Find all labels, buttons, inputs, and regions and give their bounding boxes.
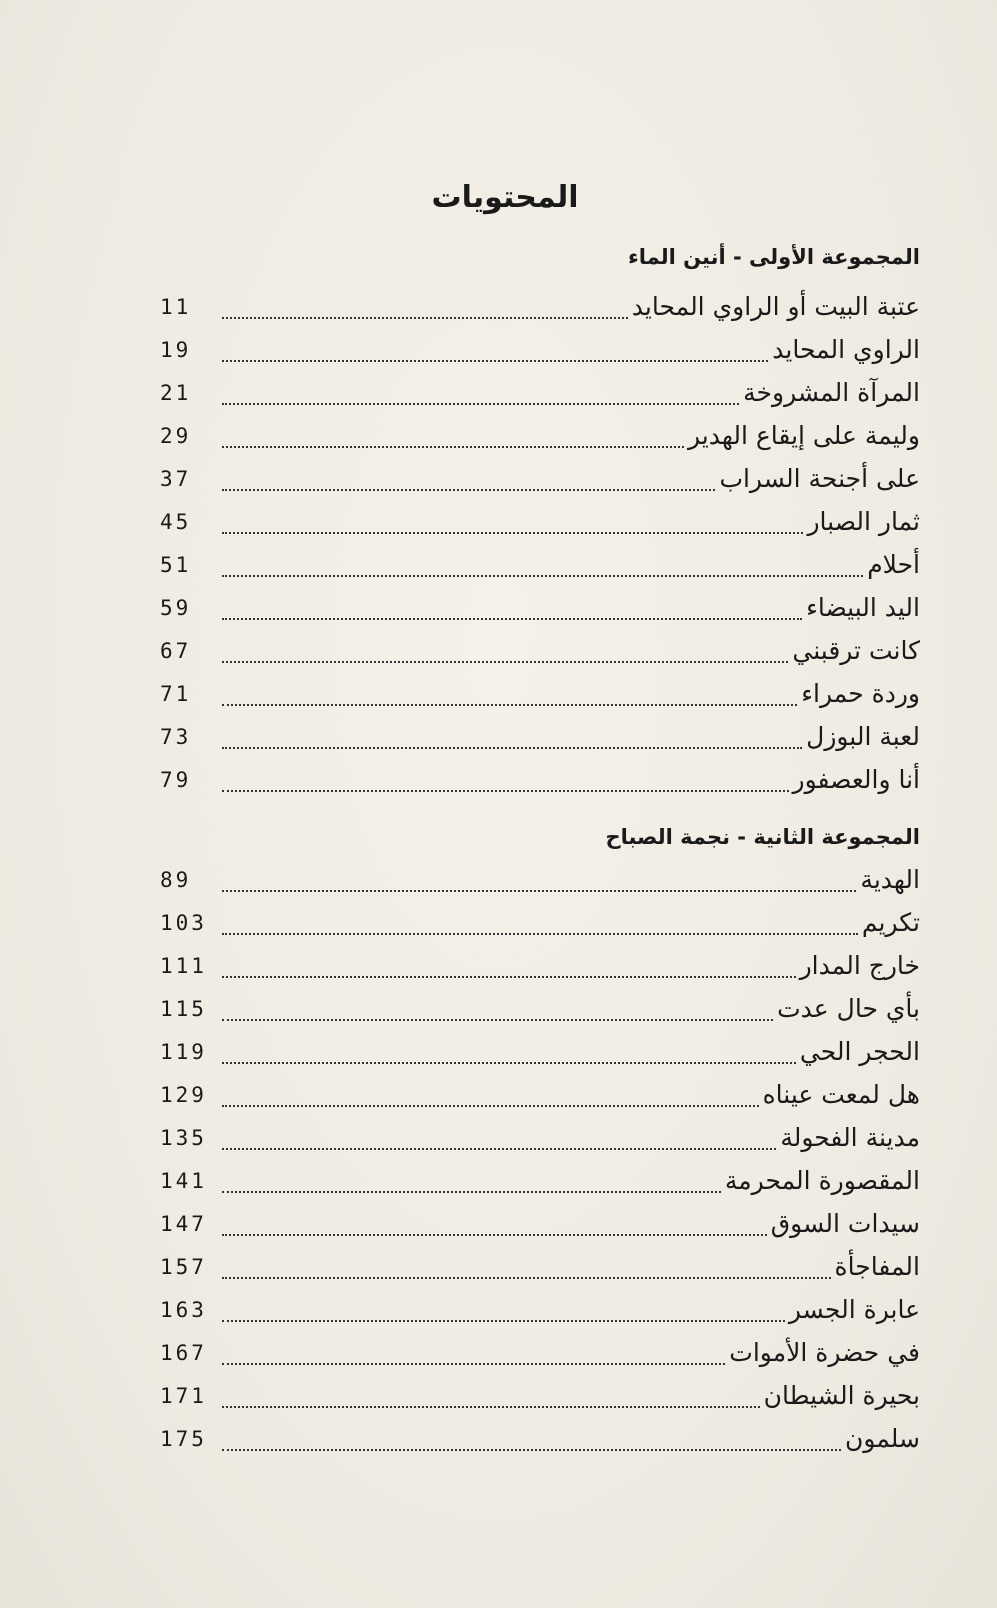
dot-leader: [222, 704, 797, 706]
entry-page-number: 171: [160, 1384, 207, 1408]
dot-leader: [222, 317, 628, 319]
page-title: المحتويات: [431, 180, 579, 215]
entry-title: الراوي المحايد: [772, 335, 920, 364]
entry-title: مدينة الفحولة: [780, 1123, 920, 1152]
entry-title: كانت ترقبني: [792, 636, 920, 665]
entry-title: الهدية: [860, 865, 920, 894]
toc-entry[interactable]: [160, 1245, 920, 1289]
entry-page-number: 67: [160, 639, 192, 663]
entry-page-number: 135: [160, 1126, 207, 1150]
dot-leader: [222, 976, 796, 978]
entry-title: وردة حمراء: [801, 679, 920, 708]
toc-entry[interactable]: [160, 414, 920, 458]
entry-page-number: 37: [160, 467, 192, 491]
toc-entry[interactable]: [160, 1417, 920, 1461]
dot-leader: [222, 1449, 841, 1451]
group-heading-1: المجموعة الأولى - أنين الماء: [628, 245, 920, 269]
toc-entry[interactable]: [160, 629, 920, 673]
entry-title: ثمار الصبار: [807, 507, 920, 536]
entry-title: المفاجأة: [834, 1252, 920, 1281]
dot-leader: [222, 1363, 725, 1365]
entry-page-number: 71: [160, 682, 192, 706]
dot-leader: [222, 747, 802, 749]
dot-leader: [222, 403, 739, 405]
entry-page-number: 129: [160, 1083, 207, 1107]
toc-entry[interactable]: [160, 944, 920, 988]
toc-entry[interactable]: [160, 586, 920, 630]
dot-leader: [222, 661, 788, 663]
entry-title: سيدات السوق: [770, 1209, 920, 1238]
toc-entry[interactable]: [160, 672, 920, 716]
entry-title: لعبة البوزل: [806, 722, 920, 751]
entry-title: عتبة البيت أو الراوي المحايد: [631, 292, 920, 321]
dot-leader: [222, 1019, 773, 1021]
entry-page-number: 73: [160, 725, 192, 749]
dot-leader: [222, 532, 803, 534]
toc-entry[interactable]: [160, 285, 920, 329]
entry-page-number: 147: [160, 1212, 207, 1236]
entry-title: بأي حال عدت: [777, 994, 920, 1023]
toc-entry[interactable]: [160, 901, 920, 945]
dot-leader: [222, 360, 768, 362]
entry-title: بحيرة الشيطان: [763, 1381, 920, 1410]
entry-page-number: 51: [160, 553, 192, 577]
entry-page-number: 111: [160, 954, 207, 978]
dot-leader: [222, 1148, 776, 1150]
entry-page-number: 115: [160, 997, 207, 1021]
toc-entry[interactable]: [160, 1159, 920, 1203]
toc-entry[interactable]: [160, 371, 920, 415]
toc-entry[interactable]: [160, 758, 920, 802]
dot-leader: [222, 618, 802, 620]
entry-title: عابرة الجسر: [788, 1295, 920, 1324]
toc-entry[interactable]: [160, 858, 920, 902]
entry-page-number: 167: [160, 1341, 207, 1365]
group-heading-2: المجموعة الثانية - نجمة الصباح: [605, 825, 920, 849]
toc-entry[interactable]: [160, 1202, 920, 1246]
entry-page-number: 175: [160, 1427, 207, 1451]
entry-page-number: 19: [160, 338, 192, 362]
toc-entry[interactable]: [160, 987, 920, 1031]
entry-page-number: 89: [160, 868, 192, 892]
entry-page-number: 79: [160, 768, 192, 792]
dot-leader: [222, 1062, 796, 1064]
entry-page-number: 103: [160, 911, 207, 935]
entry-title: خارج المدار: [799, 951, 920, 980]
dot-leader: [222, 446, 684, 448]
entry-page-number: 29: [160, 424, 192, 448]
entry-page-number: 141: [160, 1169, 207, 1193]
dot-leader: [222, 933, 858, 935]
toc-entry[interactable]: [160, 328, 920, 372]
dot-leader: [222, 1234, 767, 1236]
toc-entry[interactable]: [160, 457, 920, 501]
toc-entry[interactable]: [160, 715, 920, 759]
entry-title: المرآة المشروخة: [743, 378, 920, 407]
entry-page-number: 45: [160, 510, 192, 534]
entry-page-number: 59: [160, 596, 192, 620]
entry-title: المقصورة المحرمة: [724, 1166, 920, 1195]
dot-leader: [222, 1406, 760, 1408]
toc-entry[interactable]: [160, 500, 920, 544]
dot-leader: [222, 790, 789, 792]
entry-page-number: 21: [160, 381, 192, 405]
entry-page-number: 119: [160, 1040, 207, 1064]
entry-title: في حضرة الأموات: [729, 1338, 920, 1367]
toc-entry[interactable]: [160, 1073, 920, 1117]
dot-leader: [222, 890, 856, 892]
entry-title: على أجنحة السراب: [719, 464, 920, 493]
entry-title: أحلام: [867, 550, 920, 579]
entry-page-number: 11: [160, 295, 192, 319]
entry-page-number: 163: [160, 1298, 207, 1322]
entry-title: أنا والعصفور: [792, 765, 920, 794]
toc-entry[interactable]: [160, 1374, 920, 1418]
entry-title: تكريم: [861, 908, 920, 937]
dot-leader: [222, 1320, 785, 1322]
entry-page-number: 157: [160, 1255, 207, 1279]
toc-entry[interactable]: [160, 1116, 920, 1160]
dot-leader: [222, 1191, 721, 1193]
entry-title: اليد البيضاء: [806, 593, 920, 622]
entry-title: سلمون: [845, 1424, 920, 1453]
toc-entry[interactable]: [160, 543, 920, 587]
dot-leader: [222, 1277, 831, 1279]
toc-entry[interactable]: [160, 1288, 920, 1332]
dot-leader: [222, 489, 715, 491]
dot-leader: [222, 1105, 759, 1107]
toc-entry[interactable]: [160, 1030, 920, 1074]
entry-title: الحجر الحي: [799, 1037, 920, 1066]
toc-entry[interactable]: [160, 1331, 920, 1375]
entry-title: وليمة على إيقاع الهدير: [687, 421, 920, 450]
dot-leader: [222, 575, 863, 577]
entry-title: هل لمعت عيناه: [762, 1080, 920, 1109]
